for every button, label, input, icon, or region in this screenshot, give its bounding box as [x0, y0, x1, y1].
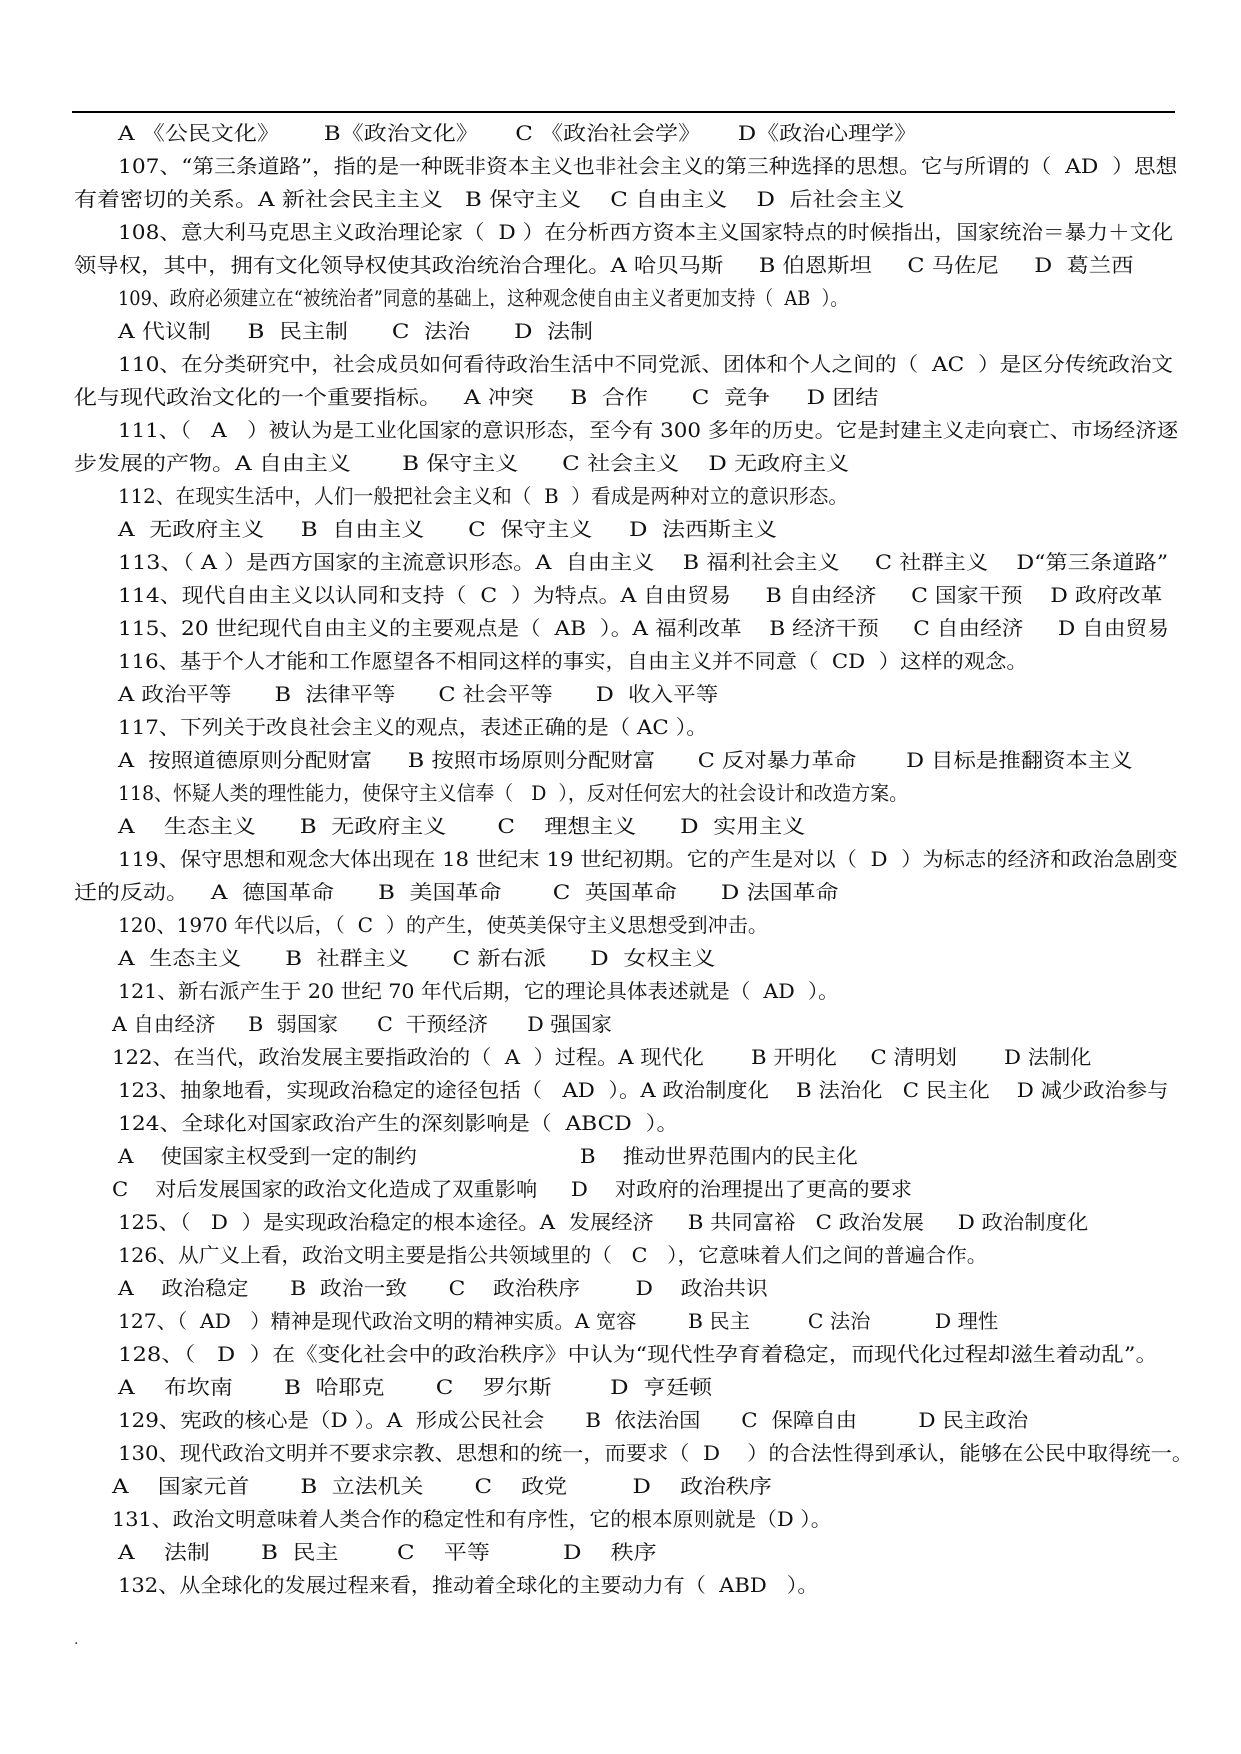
text-line: 122、在当代，政治发展主要指政治的（ A ）过程。A 现代化 B 开明化 C 清明划 D 法制化	[112, 1045, 1092, 1069]
text-line: 110、在分类研究中，社会成员如何看待政治生活中不同党派、团体和个人之间的（ AC ）是区分传统政治文	[118, 352, 1174, 376]
text-line: 迁的反动。 A 德国革命 B 美国革命 C 英国革命 D 法国革命	[74, 880, 839, 904]
text-line: A 使国家主权受到一定的制约 B 推动世界范围内的民主化	[118, 1144, 858, 1168]
text-line: C 对后发展国家的政治文化造成了双重影响 D 对政府的治理提出了更高的要求	[112, 1177, 912, 1201]
text-line: 化与现代政治文化的一个重要指标。 A 冲突 B 合作 C 竞争 D 团结	[74, 385, 879, 409]
text-line: 121、新右派产生于 20 世纪 70 年代后期，它的理论具体表述就是（ AD ）。	[118, 979, 839, 1003]
text-line: 124、全球化对国家政治产生的深刻影响是（ ABCD ）。	[118, 1111, 679, 1135]
text-line: 119、保守思想和观念大体出现在 18 世纪末 19 世纪初期。它的产生是对以（ D ）为标志的经济和政治急剧变	[118, 847, 1178, 871]
footer-mark: .	[74, 1632, 79, 1648]
text-line: 126、从广义上看，政治文明主要是指公共领域里的（ C ），它意味着人们之间的普遍合作。	[118, 1243, 988, 1267]
text-line: A 《公民文化》 B《政治文化》 C 《政治社会学》 D《政治心理学》	[118, 121, 918, 145]
text-line: 116、基于个人才能和工作愿望各不相同这样的事实，自由主义并不同意（ CD ）这样的观念。	[118, 649, 1028, 673]
text-line: A 国家元首 B 立法机关 C 政党 D 政治秩序	[112, 1474, 772, 1498]
text-line: A 代议制 B 民主制 C 法治 D 法制	[118, 319, 594, 343]
text-line: 107、“第三条道路”，指的是一种既非资本主义也非社会主义的第三种选择的思想。它与所谓的（ AD ）思想	[118, 154, 1178, 178]
text-line: 131、政治文明意味着人类合作的稳定性和有序性，它的根本原则就是（D ）。	[112, 1507, 832, 1531]
text-line: 125、（ D ）是实现政治稳定的根本途径。A 发展经济 B 共同富裕 C 政治发展 D 政治制度化	[118, 1210, 1089, 1234]
text-line: A 按照道德原则分配财富 B 按照市场原则分配财富 C 反对暴力革命 D 目标是推翻资本主义	[118, 748, 1133, 772]
text-line: A 生态主义 B 无政府主义 C 理想主义 D 实用主义	[118, 814, 806, 838]
text-line: 112、在现实生活中，人们一般把社会主义和（ B ）看成是两种对立的意识形态。	[118, 484, 849, 508]
header-rule	[72, 111, 1175, 113]
text-line: A 布坎南 B 哈耶克 C 罗尔斯 D 亨廷顿	[118, 1375, 713, 1399]
text-line: 步发展的产物。A 自由主义 B 保守主义 C 社会主义 D 无政府主义	[74, 451, 850, 475]
text-line: 129、宪政的核心是（D ）。A 形成公民社会 B 依法治国 C 保障自由 D 民主政治	[118, 1408, 1029, 1432]
text-line: 114、现代自由主义以认同和支持（ C ）为特点。A 自由贸易 B 自由经济 C 国家干预 D 政府改革	[118, 583, 1163, 607]
text-line: 132、从全球化的发展过程来看，推动着全球化的主要动力有（ ABD ）。	[118, 1573, 819, 1597]
text-line: A 自由经济 B 弱国家 C 干预经济 D 强国家	[112, 1012, 612, 1036]
text-line: A 政治稳定 B 政治一致 C 政治秩序 D 政治共识	[118, 1276, 768, 1300]
text-line: 128、（ D ）在《变化社会中的政治秩序》中认为“现代性孕育着稳定，而现代化过程却滋生着动乱”。	[118, 1342, 1159, 1366]
text-line: 108、意大利马克思主义政治理论家（ D ）在分析西方资本主义国家特点的时候指出，国家统治＝暴力＋文化	[118, 220, 1174, 244]
text-line: 117、下列关于改良社会主义的观点，表述正确的是（ AC ）。	[118, 715, 708, 739]
text-line: A 法制 B 民主 C 平等 D 秩序	[118, 1540, 657, 1564]
text-line: A 生态主义 B 社群主义 C 新右派 D 女权主义	[118, 946, 716, 970]
text-line: 111、（ A ）被认为是工业化国家的意识形态，至今有 300 多年的历史。它是封建主义走向衰亡、市场经济逐	[118, 418, 1179, 442]
text-line: 115、20 世纪现代自由主义的主要观点是（ AB ）。A 福利改革 B 经济干预 C 自由经济 D 自由贸易	[118, 616, 1169, 640]
text-line: 127、（ AD ）精神是现代政治文明的精神实质。A 宽容 B 民主 C 法治 D 理性	[118, 1309, 999, 1333]
text-line: 123、抽象地看，实现政治稳定的途径包括（ AD ）。A 政治制度化 B 法治化 C 民主化 D 减少政治参与	[118, 1078, 1169, 1102]
text-line: 领导权，其中，拥有文化领导权使其政治统治合理化。A 哈贝马斯 B 伯恩斯坦 C 马佐尼 D 葛兰西	[74, 253, 1134, 277]
text-line: 130、现代政治文明并不要求宗教、思想和的统一，而要求（ D ）的合法性得到承认，能够在公民中取得统一。	[118, 1441, 1194, 1465]
text-line: 109、政府必须建立在“被统治者”同意的基础上，这种观念使自由主义者更加支持（ AB ）。	[118, 286, 849, 310]
text-line: A 无政府主义 B 自由主义 C 保守主义 D 法西斯主义	[118, 517, 778, 541]
text-line: 113、（ A ）是西方国家的主流意识形态。A 自由主义 B 福利社会主义 C 社群主义 D“第三条道路”	[118, 550, 1169, 574]
text-line: 120、1970 年代以后，（ C ）的产生，使英美保守主义思想受到冲击。	[118, 913, 769, 937]
text-line: A 政治平等 B 法律平等 C 社会平等 D 收入平等	[118, 682, 719, 706]
text-line: 118、怀疑人类的理性能力，使保守主义信奉（ D ），反对任何宏大的社会设计和改造方案。	[118, 781, 909, 805]
text-line: 有着密切的关系。A 新社会民主主义 B 保守主义 C 自由主义 D 后社会主义	[74, 187, 905, 211]
